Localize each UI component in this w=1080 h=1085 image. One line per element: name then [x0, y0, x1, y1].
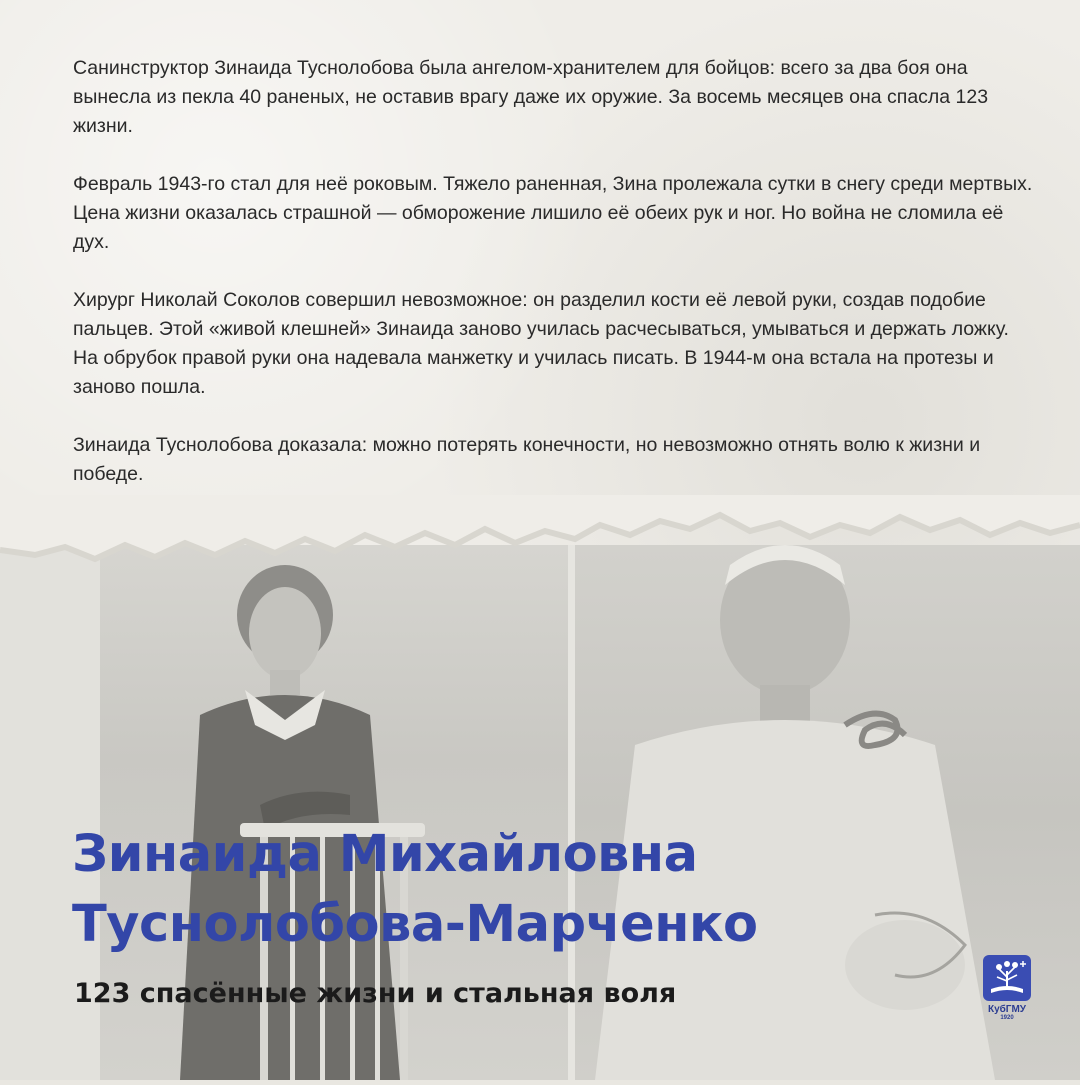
paragraph-1: Санинструктор Зинаида Туснолобова была ангелом-хранителем для бойцов: всего за два боя она вынесла из пекла 40 раненых, не оставив врагу даже их оружие. За восемь месяцев она спасла 123 жизни. [73, 57, 989, 137]
kubgmu-logo [983, 955, 1031, 1021]
page-title [72, 820, 758, 960]
tree-book-icon [983, 955, 1031, 1001]
title-line-2: Туснолобова-Марченко [72, 895, 758, 954]
paragraph-2: Февраль 1943-го стал для неё роковым. Тяжело раненная, Зина пролежала сутки в снегу среди мертвых. Цена жизни оказалась страшной — обморожение лишило её обеих рук и ног. Но война не сломила её дух. [73, 173, 1033, 253]
logo-name: КубГМУ [987, 1004, 1027, 1015]
logo-year: 1920 [1000, 1015, 1014, 1021]
paragraph-3: Хирург Николай Соколов совершил невозможное: он разделил кости её левой руки, создав подобие пальцев. Этой «живой клешней» Зинаида заново училась расчесываться, умываться и держать ложку. На обрубок правой руки она надевала манжетку и училась писать. В 1944-м она встала на протезы и заново пошла. [73, 289, 1009, 398]
subtitle: 123 спасённые жизни и стальная воля [74, 978, 677, 1009]
article-text [73, 54, 1038, 518]
logo-label [981, 1004, 1033, 1021]
title-line-1: Зинаида Михайловна [72, 825, 698, 884]
paragraph-4: Зинаида Туснолобова доказала: можно потерять конечности, но невозможно отнять волю к жизни и победе. [73, 434, 981, 485]
